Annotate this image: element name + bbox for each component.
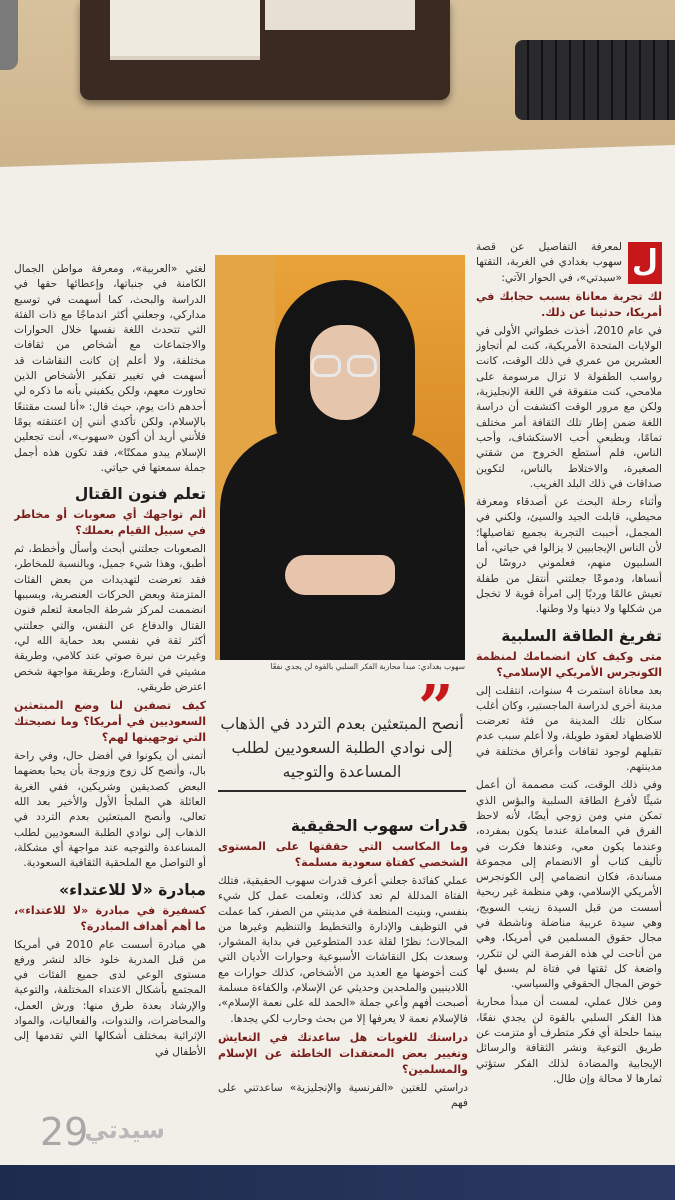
pull-quote: أنصح المبتعثين بعدم التردد في الذهاب إلى نوادي الطلبة السعوديين لطلب المساعدة والتوجيه [220, 715, 464, 781]
paragraph: وأثناء رحلة البحث عن أصدقاء ومعرفة محيطي، قابلت الجيد والسيئ، ولكني في المجمل، أحببت التجربة بجميع تفاصيلها؛ لأن الناس الإيجابيين لا يزالوا في حياتي، أما السلبيون منهم، فعلموني دروسًا لن أنساها، ودموعًا جعلتني أنتقل من طفلة تعيش عالمًا ورديًا إلى امرأة قوية لا تخجل من شكلها ولا دينها ولا وطنها. [476, 496, 662, 616]
page-number: 29 [40, 1110, 89, 1154]
paragraph: الصعوبات جعلتني أبحث وأسأل وأخطط، ثم أطبق، وهذا شيء جميل، وبالنسبة للمخاطر، فقد تعرضت لتهديدات من بعض الفئات المتزمتة وبعض الحركات العنصرية، وبسببها انضممت لمركز شرطة الجامعة لتعلم فنون القتال والدفاع عن النفس، والتي جعلتني أكثر ثقة في نفسي بعد حماية الله لي، وغيرت من نبرة صوتي عند كلامي، وطريقة مشيتي في الشارع، وطريقة مواجهة شخص اعترض طريقي. [14, 543, 206, 693]
desk-phone [0, 0, 18, 70]
left-column [14, 262, 206, 1102]
section-heading: قدرات سهوب الحقيقية [290, 817, 468, 835]
photo-caption: سهوب بغدادي: مبدأ محاربة الفكر السلبي بالقوة لن يجدي نفعًا [270, 662, 465, 671]
right-column [476, 240, 662, 1135]
section-heading: مبادرة «لا للاعتداء» [59, 880, 206, 899]
quote-mark-icon: ” [418, 671, 454, 744]
book-stack [110, 0, 260, 60]
paragraph: دراستي للغتين «الفرنسية والإنجليزية» ساعدتني على فهم [218, 1081, 468, 1110]
question-congress: متى وكيف كان انضمامك لمنظمة الكونجرس الأمريكي الإسلامي؟ [476, 649, 662, 679]
paragraph: عملي كفائدة جعلني أعرف قدرات سهوب الحقيقية، فتلك الفتاة المدللة لم تعد كذلك، وتعلمت عمل كل شيء بنفسي، وبنيت المنظمة في مدينتي من الصفر، كما عملت في التوظيف والإدارة والتخطيط والتنظيم وغيرها من المجالات؛ نظرًا لقلة عدد المتطوعين في بداية المشوار، وسعدت بكل النقاشات الأسبوعية وحوارات الأديان التي كنت أخوضها مع العديد من الأشخاص، كذلك حوارات مع اللادينيين والملحدين وحديثي عن الإسلام، والكفاءة مسلمة أصبحت أفهم وأعي جملة «الحمد لله على نعمة الإسلام»، فالإسلام نعمة لا يعرفها إلا من بحث وحارب لكي يجدها. [218, 875, 468, 1025]
book-stack-top [265, 0, 415, 30]
portrait-photo [215, 255, 465, 660]
keyboard [515, 40, 675, 120]
question-initiative: كسفيرة في مبادرة «لا للاعتداء»، ما أهم أهداف المبادرة؟ [14, 903, 206, 933]
question-hijab: لك تجربة معاناة بسبب حجابك في أمريكا، حدثينا عن ذلك. [476, 289, 662, 319]
question-difficulties: ألم تواجهك أي صعوبات أو مخاطر في سبيل القيام بعملك؟ [14, 508, 206, 538]
intro-text: لمعرفة التفاصيل عن قصة سهوب بغدادي في الغربة، التقتها «سيدتي»، في الحوار الآتي: [476, 241, 622, 284]
paragraph: هي مبادرة أسست عام 2010 في أمريكا من قبل المدربة خلود خالد لنشر ورفع مستوى الوعي لدى جميع الفئات في المجتمع بأشكال الاعتداء المختلفة، والتوعية والإرشاد بعدة طرق منها: ورش العمل، والمحاضرات، والندوات، والفعاليات، والمواد الإثرائية بمختلف أشكالها التي تقدمها إلى الأطفال في [14, 938, 206, 1058]
paragraph: وفي ذلك الوقت، كنت مصممة أن أعمل شيئًا لأفرغ الطاقة السلبية والبؤس الذي تمكن مني ومن زوجي أيضًا، لأنه لاحظ الفرق في المعاملة عندما يكون بمفرده، وعندما يكون معي، وعندها فكرت في تأليف كتاب أو الانضمام إلى مجموعة مساندة، فكان انضمامي إلى الكونجرس الأمريكي الإسلامي، وهي منظمة غير ربحية أسست من قبل السيدة زينب السويج، وهي سيدة عربية مناضلة وناشطة في مجال حقوق المسلمين في أمريكا، وهي من أتاحت لي هذه الفرصة التي لن تتكرر، واضعة كل ثقتها في فتاة لم يسبق لها خوض المجال الحقوقي والسياسي. [476, 779, 662, 991]
drop-cap: ل [628, 242, 662, 284]
divider [218, 790, 466, 792]
middle-column [218, 808, 468, 1138]
paragraph: بعد معاناة استمرت 4 سنوات، انتقلت إلى مدينة أخرى لدراسة الماجستير، وكان أغلب سكان تلك المدينة من فئة تعرضت للاضطهاد لعقود طويلة، ولا أعلم سبب عدم تقبلهم لوجود ثقافات وأعراق مختلفة في مدينتهم. [476, 684, 662, 774]
magazine-logo: سيدتي [84, 1116, 165, 1144]
question-gains: وما المكاسب التي حققتها على المستوى الشخصي كفتاة سعودية مسلمة؟ [218, 840, 468, 869]
section-heading: تفريغ الطاقة السلبية [501, 626, 662, 645]
section-heading: تعلم فنون القتال [74, 485, 206, 504]
paragraph: في عام 2010، أخذت خطواتي الأولى في الولايات المتحدة الأمريكية، كنت لم أتجاوز العشرين من عمري في ذلك الوقت، كانت رواسب الطفولة لا تزال مرسومة على ملامحي، كنت متفوقة في اللغة الإنجليزية، ولكن مع مرور الوقت اكتشفت أن دراسة اللغة ضمن إطار تلك الثقافة أمر مختلف تمامًا، وبطبعي أحب الاستكشاف، وأحب الناس، فلم أستطع الخروج من شقتي الصغيرة، والاختلاط بالناس، لتكوين صداقات في ذلك البلد الغريب. [476, 324, 662, 490]
paragraph: أتمنى أن يكونوا في أفضل حال، وفي راحة بال، وأنصح كل زوج وزوجة بأن يحبا بعضهما البعض كصديقين وشريكين، ففي الغربة العائلة هي الملجأ الأول والأخير بعد الله تعالى، وأنصح المبتعثين بعدم التردد في الذهاب إلى نوادي الطلبة السعوديين لطلب المساعدة والتوجيه عند مواجهة أي مشكلة، أو التواصل مع الملحقية الثقافية السعودية. [14, 750, 206, 870]
question-linguistics: دراستك للغويات هل ساعدتك في التعايش وتغيير بعض المعتقدات الخاطئة عن الإسلام والمسلمين؟ [218, 1030, 468, 1076]
paragraph: ومن خلال عملي، لمست أن مبدأ محاربة هذا الفكر السلبي بالقوة لن يجدي نفعًا، بينما حلحلة أي فكر متطرف أو متزمت عن طريق التوعية ونشر الثقافة والرسائل الإيجابية والمضادة لذلك الفكر ستؤتي ثمارها لا محالة وإن طال. [476, 996, 662, 1085]
question-students: كيف تصفين لنا وضع المبتعثين السعوديين في أمريكا؟ وما نصيحتك التي توجهينها لهم؟ [14, 699, 206, 745]
paragraph: لغتي «العربية»، ومعرفة مواطن الجمال الكامنة في جنباتها، وإعطائها حقها في الدراسة والبحث، كما أسهمت في توسيع مداركي، وجعلني أكثر اندماجًا مع ذات الفئة التي تتحدث اللغة نفسها خلال الحوارات والاجتماعات مع أشخاص من ثقافات مختلفة، ولا أعلم إن كانت النقاشات قد أسهمت في تغيير تفكير الأشخاص الذين تحاورت معهم، ولكن يكفيني بأنه ما ذكره لي أحدهم ذات يوم، حيث قال: «أنا لست مقتنعًا بالإسلام، ولكن تأكدي أنني إن اعتنقته يومًا فلأنني أريد أن أكون «سهوب»، أنت تجعلين الإسلام يبدو ممكنًا»، فقد تكون هذه أجمل جملة سمعتها في حياتي. [14, 263, 206, 474]
